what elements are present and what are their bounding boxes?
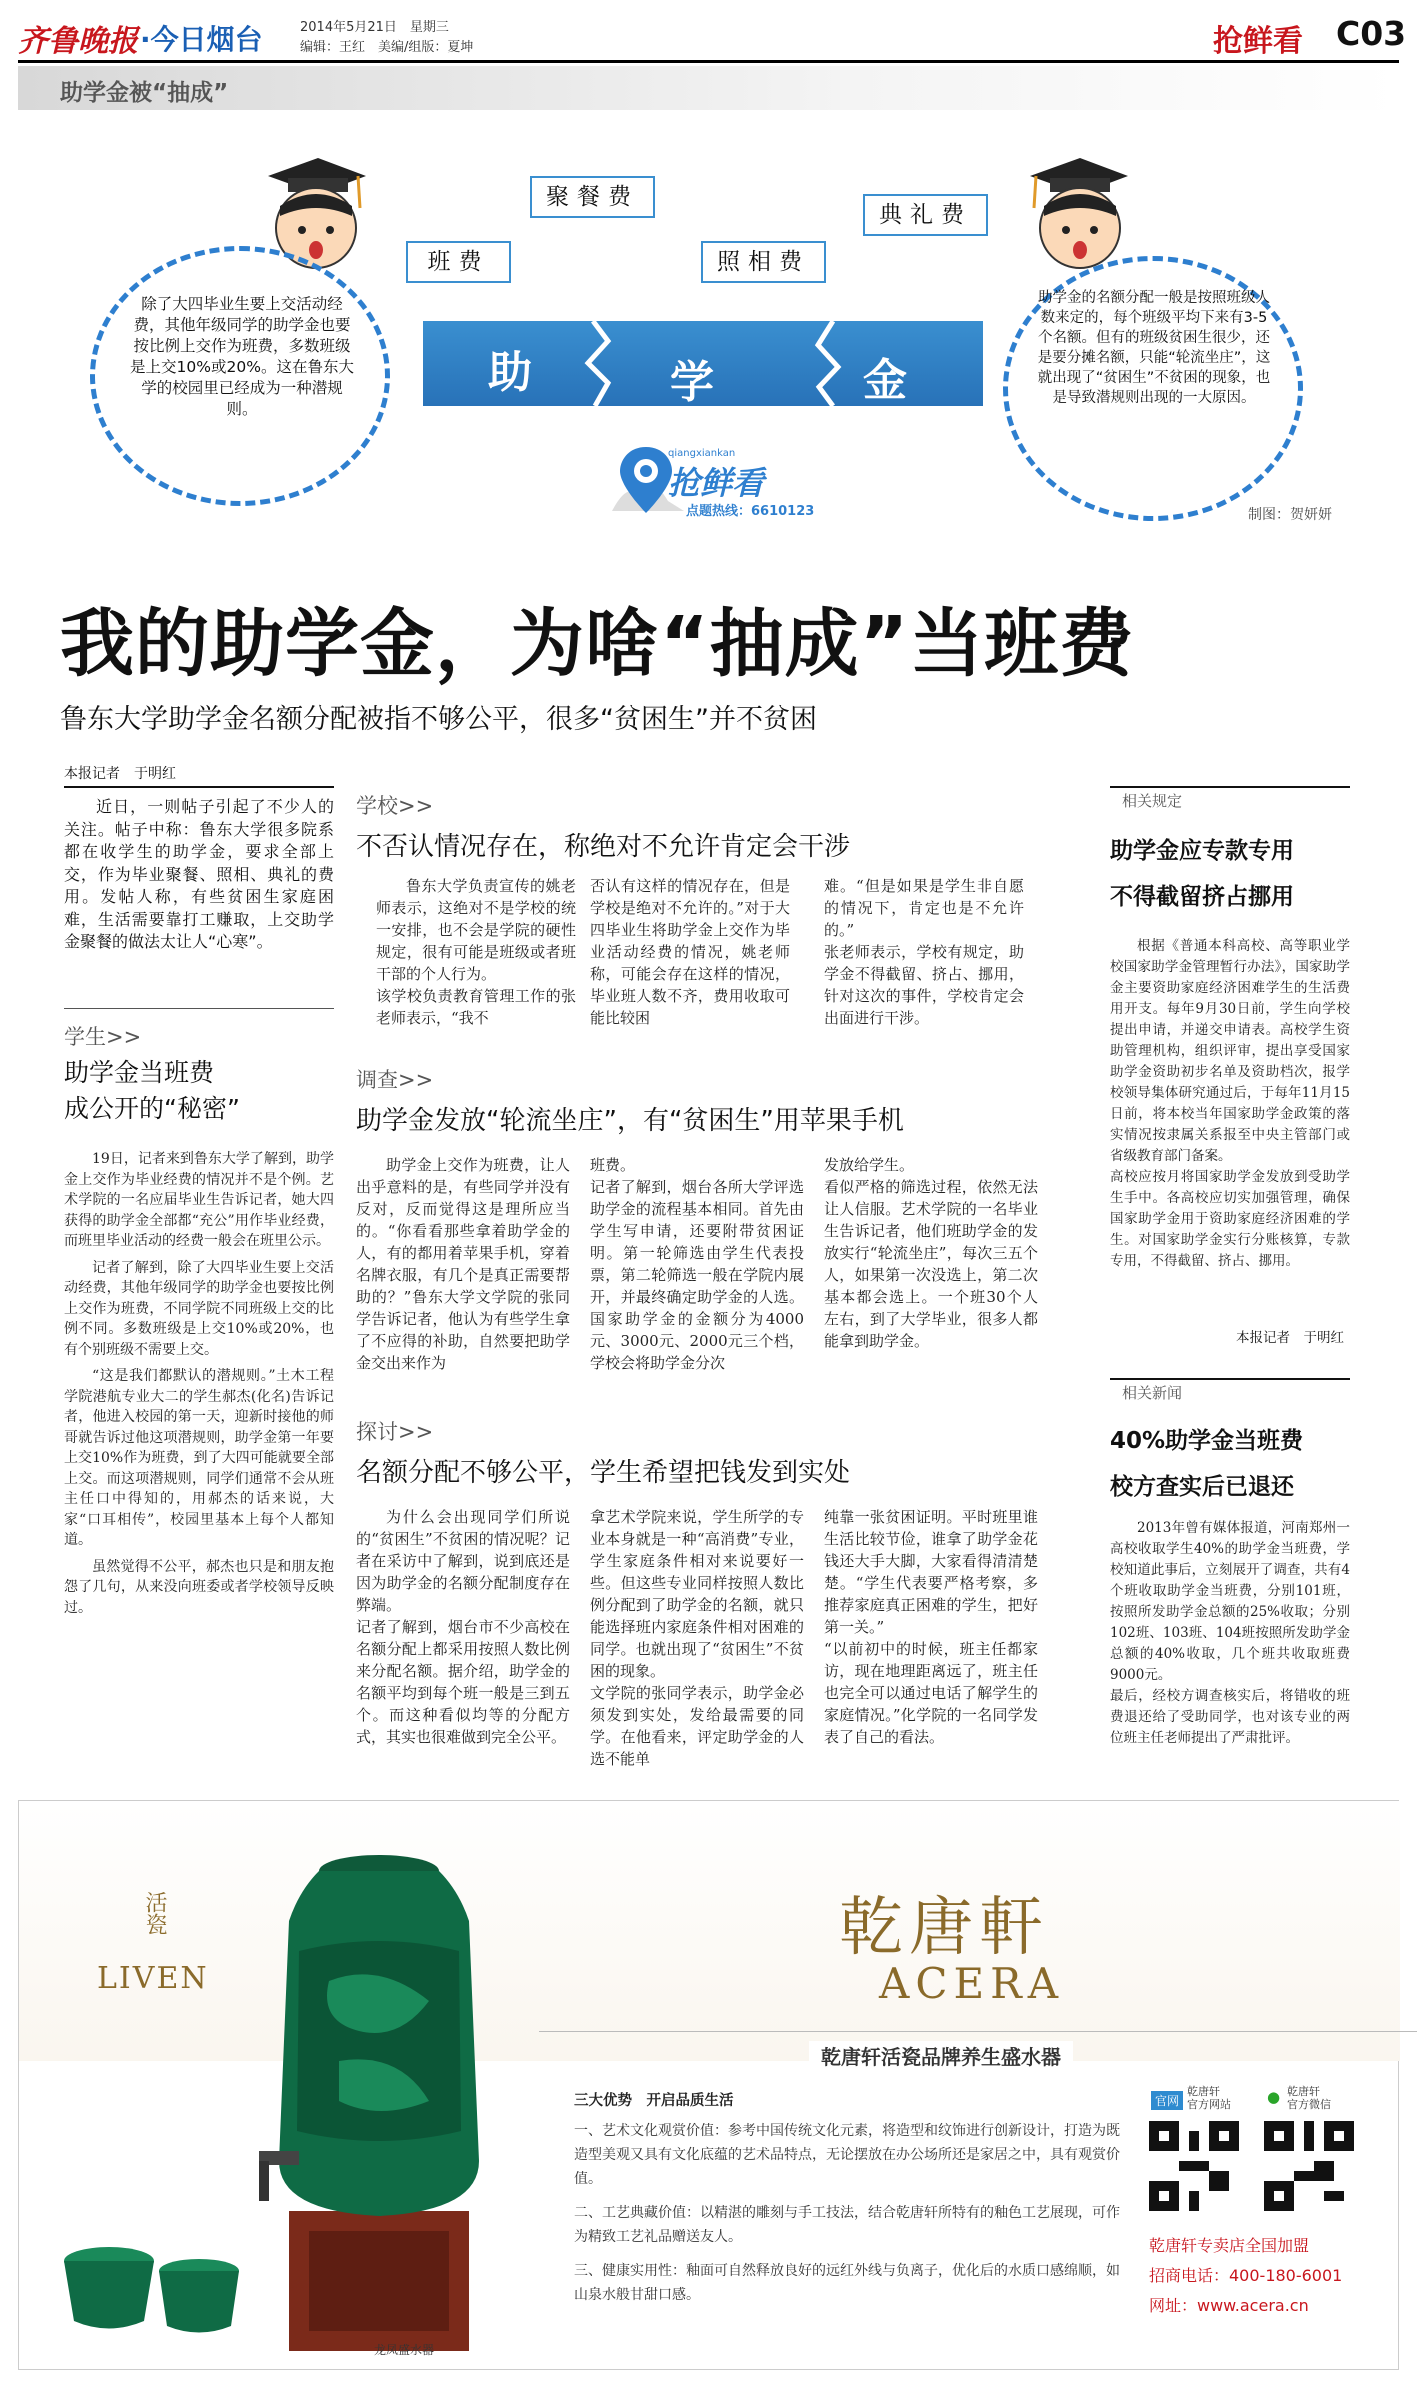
section-school-kicker: 学校>> bbox=[356, 794, 434, 818]
graphic-credit: 制图：贺妍妍 bbox=[1248, 507, 1332, 523]
discuss-col-2: 拿艺术学院来说，学生所学的专业本身就是一种“高消费”专业，学生家庭条件相对来说要好一些。但这些专业同样按照人数比例分配到了助学金的名额，就只能选择班内家庭条件相对困难的同学。也就出现了“贫困生”不贫困的现象。 文学院的张同学表示，助学金必须发到实处，发给最需要的同学。在他看来，评定助学金的人选不能单 bbox=[590, 1508, 804, 1768]
school-col-3: 难。“但是如果是学生非自愿的情况下，肯定也是不允许的。” 张老师表示，学校有规定，助学金不得截留、挤占、挪用，针对这次的事件，学校肯定会出面进行干涉。 bbox=[824, 877, 1024, 1027]
paragraph: 虽然觉得不公平，郝杰也只是和朋友抱怨了几句，从来没向班委或者学校领导反映过。 bbox=[64, 1558, 334, 1616]
product-caption: 龙凤盛水器 bbox=[374, 2343, 435, 2357]
sidebar-regulation-sign: 本报记者 于明红 bbox=[1236, 1330, 1344, 1346]
survey-col-3: 发放给学生。 看似严格的筛选过程，依然无法让人信服。艺术学院的一名毕业生告诉记者，他们班助学金的发放实行“轮流坐庄”，每次三五个人，如果第一次没选上，第二次基本都会选上。一个班30个人左右，到了大学毕业，很多人都能拿到助学金。 bbox=[824, 1156, 1038, 1350]
column-name: 抢鲜看 bbox=[1213, 24, 1303, 59]
sidebar-news-title: 40%助学金当班费 校方查实后已退还 bbox=[1110, 1428, 1304, 1500]
label-photo-fee: 照相费 bbox=[701, 241, 826, 283]
section-school bbox=[356, 790, 1046, 1027]
sidebar-regulation-title: 助学金应专款专用 不得截留挤占挪用 bbox=[1110, 838, 1294, 910]
lead-box bbox=[64, 786, 334, 996]
band-char-3: 金 bbox=[863, 355, 907, 406]
section-students-body bbox=[64, 1149, 334, 1618]
ad-adv-title: 三大优势 开启品质生活 bbox=[574, 2093, 734, 2109]
lead-text: 近日，一则帖子引起了不少人的关注。帖子中称：鲁东大学很多院系都在收学生的助学金，要求全部上交，作为毕业聚餐、照相、典礼的费用。发帖人称，有些贫困生家庭困难，生活需要靠打工赚取，上交助学金聚餐的做法太让人“心寒”。 bbox=[64, 797, 334, 951]
paper-name: 齐鲁晚报 bbox=[18, 24, 138, 59]
section-students bbox=[64, 1008, 334, 1728]
ad-adv-3: 三、健康实用性：釉面可自然释放良好的远红外线与负离子，优化后的水质口感绵顺，如山泉水般甘甜口感。 bbox=[574, 2263, 1120, 2303]
sidebar-regulation-tag: 相关规定 bbox=[1122, 792, 1183, 810]
section-school-title: 不否认情况存在，称绝对不允许肯定会干涉 bbox=[356, 832, 851, 862]
sidebar-news-tag: 相关新闻 bbox=[1122, 1384, 1183, 1402]
sidebar-rule bbox=[1110, 1378, 1350, 1380]
water-jar-image bbox=[199, 1831, 579, 2351]
qr-official-label: 乾唐轩 官方网站 bbox=[1187, 2085, 1231, 2111]
qr-code-wechat bbox=[1264, 2121, 1354, 2211]
label-class-fee: 班费 bbox=[406, 241, 511, 283]
band-char-1: 助 bbox=[488, 347, 532, 398]
section-discuss-kicker: 探讨>> bbox=[356, 1420, 434, 1444]
school-col-1: 鲁东大学负责宣传的姚老师表示，这绝对不是学校的统一安排，也不会是学院的硬性规定，很有可能是班级或者班干部的个人行为。 该学校负责教育管理工作的张老师表示，“我不 bbox=[376, 877, 576, 1027]
section-discuss-title: 名额分配不够公平，学生希望把钱发到实处 bbox=[356, 1458, 851, 1488]
hotline: 点题热线：6610123 bbox=[686, 504, 815, 519]
acera-cn-logo: 乾唐軒 bbox=[839, 1891, 1049, 1965]
paragraph: 19日，记者来到鲁东大学了解到，助学金上交作为毕业经费的情况并不是个例。艺术学院的一名应届毕业生告诉记者，她大四获得的助学金全部都“充公”用作毕业经费，而班里毕业活动的经费一般会在班里公示。 bbox=[64, 1151, 334, 1249]
label-ceremony-fee: 典礼费 bbox=[863, 194, 988, 236]
discuss-col-1: 为什么会出现同学们所说的“贫困生”不贫困的情况呢？记者在采访中了解到，说到底还是因为助学金的名额分配制度存在弊端。 记者了解到，烟台市不少高校在名额分配上都采用按照人数比例来分配名额。据介绍，助学金的名额平均到每个班一般是三到五个。而这种看似均等的分配方式，其实也很难做到完全公平。 bbox=[356, 1508, 570, 1746]
section-survey-kicker: 调查>> bbox=[356, 1068, 434, 1092]
sidebar-news-text: 2013年曾有媒体报道，河南郑州一高校收取学生40%的助学金当班费，学校知道此事后，立刻展开了调查，共有4个班收取助学金当班费，分别101班，按照所发助学金总额的25%收取；分别102班、103班、104班按照所发助学金总额的40%收取，几个班共收取班费9000元。 最后，经校方调查核实后，将错收的班费退还给了受助同学，也对该专业的两位班主任老师提出了严肃批评。 bbox=[1110, 1520, 1350, 1746]
label-dinner-fee: 聚餐费 bbox=[530, 176, 655, 218]
survey-col-2: 班费。 记者了解到，烟台各所大学评选助学金的流程基本相同。首先由学生写申请，还要附带贫困证明。第一轮筛选由学生代表投票，第二轮筛选一般在学院内展开，并最终确定助学金的人选。国家助学金的金额分为4000元、3000元、2000元三个档，学校会将助学金分次 bbox=[590, 1156, 804, 1372]
discuss-col-3: 纯靠一张贫困证明。平时班里谁生活比较节俭，谁拿了助学金花钱还大手大脚，大家看得清清楚楚。“学生代表要严格考察，多推荐家庭真正困难的学生，把好第一关。” “以前初中的时候，班主任都家访，现在地理距离远了，班主任也完全可以通过电话了解学生的家庭情况。”化学院的一名同学发表了自己的看法。 bbox=[824, 1508, 1038, 1746]
ad-slogan: 乾唐轩活瓷品牌养生盛水器 bbox=[809, 2041, 1073, 2070]
ad-hotline: 招商电话：400-180-6001 bbox=[1149, 2266, 1343, 2285]
graphic-kicker: 助学金被“抽成” bbox=[60, 80, 229, 106]
survey-col-1: 助学金上交作为班费，让人出乎意料的是，有些同学并没有反对，反而觉得这是理所应当的。“你看看那些拿着助学金的人，有的都用着苹果手机，穿着名牌衣服，有几个是真正需要帮助的？”鲁东大学文学院的张同学告诉记者，他认为有些学生拿了不应得的补助，自然要把助学金交出来作为 bbox=[356, 1156, 570, 1372]
acera-en-logo: ACERA bbox=[879, 1959, 1065, 2008]
qr-official-tag: 官网 bbox=[1151, 2091, 1183, 2110]
section-students-title: 助学金当班费 成公开的“秘密” bbox=[64, 1058, 240, 1123]
page-number: C03 bbox=[1336, 14, 1407, 53]
section-survey bbox=[356, 1064, 1046, 1404]
section-students-kicker: 学生>> bbox=[64, 1025, 142, 1049]
masthead bbox=[18, 12, 1407, 62]
band-char-2: 学 bbox=[670, 357, 714, 408]
masthead-rule bbox=[18, 60, 1399, 63]
left-bubble-text: 除了大四毕业生要上交活动经费，其他年级同学的助学金也要按比例上交作为班费，多数班级是上交10%或20%。这在鲁东大学的校园里已经成为一种潜规则。 bbox=[130, 295, 354, 418]
section-name: ·今日烟台 bbox=[140, 23, 263, 56]
sidebar-regulation bbox=[1110, 786, 1350, 1356]
ad-adv-1: 一、艺术文化观赏价值：参考中国传统文化元素，将造型和纹饰进行创新设计，打造为既造型美观又具有文化底蕴的艺术品特点，无论摆放在办公场所还是家居之中，具有观赏价值。 bbox=[574, 2123, 1120, 2187]
sidebar-regulation-text: 根据《普通本科高校、高等职业学校国家助学金管理暂行办法》，国家助学金主要资助家庭经济困难学生的生活费用开支。每年9月30日前，学生向学校提出申请，并递交申请表。高校学生资助管理机构，组织评审，提出享受国家助学金资助初步名单及资助档次，报学校领导集体研究通过后，于每年11月15日前，将本校当年国家助学金政策的落实情况按隶属关系报至中央主管部门或省级教育部门备案。 高校应按月将国家助学金发放到受助学生手中。各高校应切实加强管理，确保国家助学金用于资助家庭经济困难的学生。对国家助学金实行分账核算，专款专用，不得截留、挤占、挪用。 bbox=[1110, 938, 1350, 1269]
logo-text: 抢鲜看 bbox=[668, 464, 765, 502]
school-col-2: 否认有这样的情况存在，但是学校是绝对不允许的。”对于大四毕业生将助学金上交作为毕业活动经费的情况，姚老师称，可能会存在这样的情况，毕业班人数不齐，费用收取可能比较困 bbox=[590, 877, 790, 1027]
qr-wechat-label: 乾唐轩 官方微信 bbox=[1287, 2085, 1331, 2111]
sidebar-rule bbox=[1110, 786, 1350, 788]
ad-store: 乾唐轩专卖店全国加盟 bbox=[1149, 2236, 1310, 2255]
slogan-rule bbox=[539, 2031, 1417, 2032]
subheadline: 鲁东大学助学金名额分配被指不够公平，很多“贫困生”并不贫困 bbox=[60, 704, 817, 735]
infographic bbox=[18, 66, 1399, 526]
section-survey-title: 助学金发放“轮流坐庄”，有“贫困生”用苹果手机 bbox=[356, 1106, 904, 1136]
cups-image bbox=[59, 2221, 249, 2341]
logo-pinyin: qiangxiankan bbox=[668, 448, 736, 459]
section-discuss bbox=[356, 1416, 1046, 1776]
liven-cn-logo: 活瓷 bbox=[142, 1891, 167, 1935]
issue-date: 2014年5月21日 星期三 bbox=[300, 20, 449, 35]
right-bubble-text: 助学金的名额分配一般是按照班级人数来定的，每个班级平均下来有3-5个名额。但有的班级贫困生很少，还是要分摊名额，只能“轮流坐庄”，这就出现了“贫困生”不贫困的现象，也是导致潜规则出现的一大原因。 bbox=[1037, 290, 1271, 406]
ad-adv-2: 二、工艺典藏价值：以精湛的雕刻与手工技法，结合乾唐轩所特有的釉色工艺展现，可作为精致工艺礼品赠送友人。 bbox=[574, 2205, 1120, 2245]
headline: 我的助学金，为啥“抽成”当班费 bbox=[60, 601, 1135, 687]
paragraph: “这是我们都默认的潜规则。”土木工程学院港航专业大二的学生郝杰(化名)告诉记者，他进入校园的第一天，迎新时接他的师哥就告诉过他这项潜规则，助学金第一年要上交10%作为班费，到了大四可能就要全部上交。而这项潜规则，同学们通常不会从班主任口中得知的，用郝杰的话来说，大家“口耳相传”，校园里基本上每个人都知道。 bbox=[64, 1368, 334, 1548]
editors: 编辑：王红 美编/组版：夏坤 bbox=[300, 40, 474, 55]
qr-code-website bbox=[1149, 2121, 1239, 2211]
liven-logo: LIVEN bbox=[97, 1961, 209, 1996]
byline: 本报记者 于明红 bbox=[64, 766, 176, 782]
sidebar-news bbox=[1110, 1378, 1350, 1788]
paragraph: 记者了解到，除了大四毕业生要上交活动经费，其他年级同学的助学金也要按比例上交作为班费，不同学院不同班级上交的比例不同。多数班级是上交10%或20%，也有个别班级不需要上交。 bbox=[64, 1259, 334, 1358]
ad-website: 网址：www.acera.cn bbox=[1149, 2296, 1309, 2315]
wechat-icon: ● bbox=[1267, 2088, 1281, 2106]
advertisement bbox=[18, 1800, 1399, 2370]
